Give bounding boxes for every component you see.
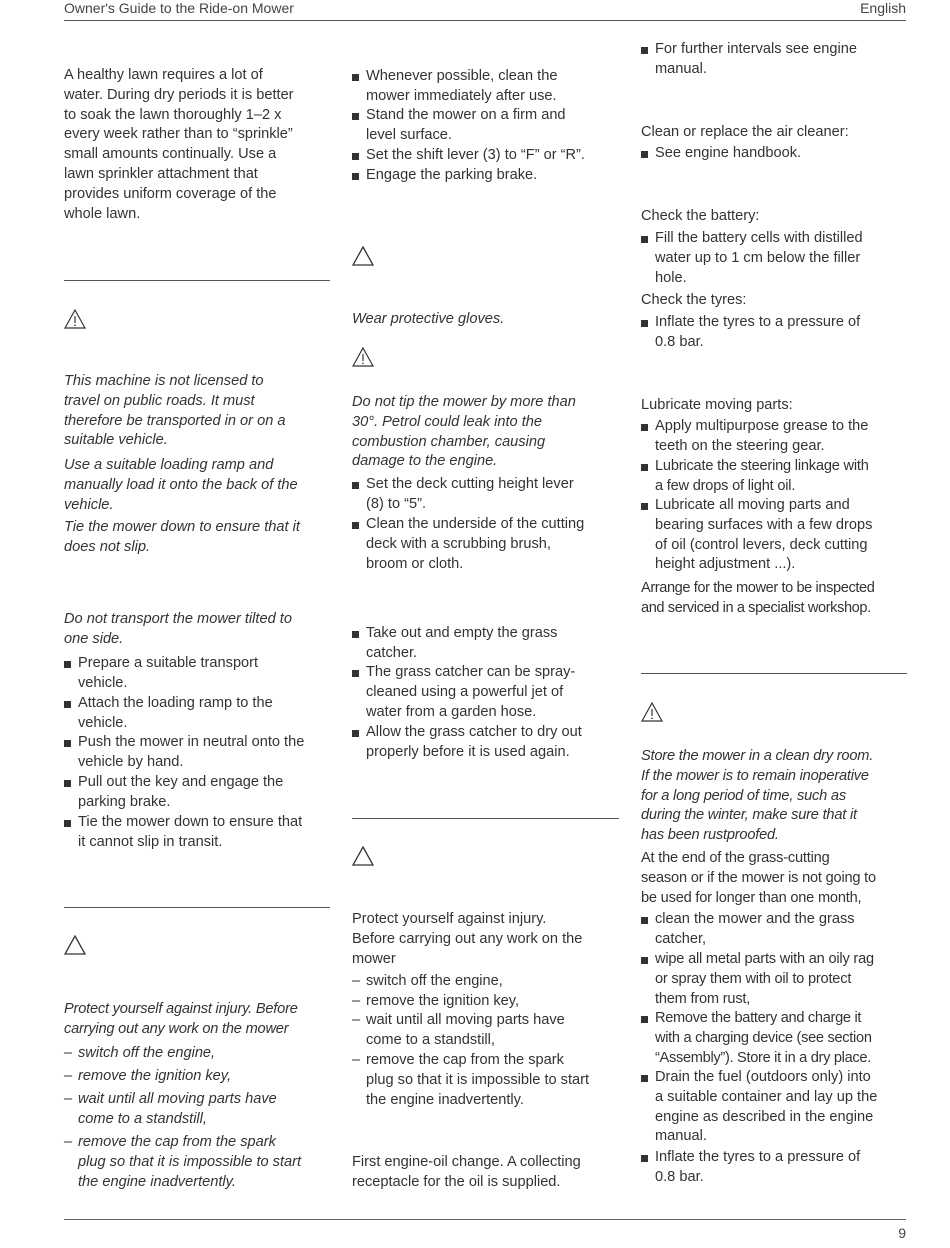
column-middle bbox=[352, 0, 619, 1200]
page-number: 9 bbox=[898, 1225, 906, 1241]
list-item: Apply multipurpose grease to the teeth on the steering gear. bbox=[641, 417, 907, 457]
air-cleaner-label: Clean or replace the air cleaner: bbox=[641, 124, 849, 140]
list-item: For further intervals see engine manual. bbox=[641, 40, 907, 80]
list-item: Push the mower in neutral onto the vehicle by hand. bbox=[64, 733, 330, 773]
lawn-paragraph: A healthy lawn requires a lot of water. During dry periods it is better to soak the lawn thoroughly 1–2 x every week rather than to “sprinkle” small amounts continually. Use a lawn sprinkler attachment that provides uniform coverage of the whole lawn. bbox=[64, 67, 294, 222]
list-item: Take out and empty the grass catcher. bbox=[352, 624, 619, 664]
list-item: – remove the ignition key, bbox=[64, 1067, 330, 1087]
section-divider bbox=[352, 818, 619, 819]
list-item: – wait until all moving parts have come to a standstill, bbox=[64, 1090, 330, 1130]
list-item: Pull out the key and engage the parking brake. bbox=[64, 773, 330, 813]
warning-loading-ramp: Use a suitable loading ramp and manually load it onto the back of the vehicle. bbox=[64, 457, 298, 513]
list-item: Lubricate all moving parts and bearing surfaces with a few drops of oil (control levers, deck cutting height adjustment ...). bbox=[641, 496, 907, 575]
column-right bbox=[641, 0, 907, 1200]
protect-text: Protect yourself against injury. Before carrying out any work on the mower bbox=[352, 911, 583, 967]
caution-icon bbox=[352, 846, 374, 866]
list-item: Fill the battery cells with distilled water up to 1 cm below the filler hole. bbox=[641, 229, 907, 288]
list-item: – switch off the engine, bbox=[64, 1044, 330, 1064]
column-left bbox=[64, 0, 330, 1200]
section-divider bbox=[641, 673, 907, 674]
warning-public-roads: This machine is not licensed to travel on public roads. It must therefore be transported in or on a suitable vehicle. bbox=[64, 373, 286, 449]
list-item: wipe all metal parts with an oily rag or spray them with oil to protect them from rust, bbox=[641, 950, 907, 1009]
section-divider bbox=[64, 907, 330, 908]
list-item: – wait until all moving parts have come to a standstill, bbox=[352, 1011, 619, 1051]
header-title: Owner's Guide to the Ride-on Mower bbox=[64, 0, 294, 16]
list-item: Attach the loading ramp to the vehicle. bbox=[64, 694, 330, 734]
list-item: Remove the battery and charge it with a charging device (see section “Assembly”). Store it in a dry place. bbox=[641, 1009, 907, 1068]
list-item: Drain the fuel (outdoors only) into a suitable container and lay up the engine as described in the engine manual. bbox=[641, 1068, 907, 1147]
list-item: Clean the underside of the cutting deck with a scrubbing brush, broom or cloth. bbox=[352, 515, 619, 574]
list-item: clean the mower and the grass catcher, bbox=[641, 910, 907, 950]
workshop-note: Arrange for the mower to be inspected and serviced in a specialist workshop. bbox=[641, 580, 875, 616]
tip-warning: Do not tip the mower by more than 30°. Petrol could leak into the combustion chamber, causing damage to the engine. bbox=[352, 394, 576, 470]
list-item: Stand the mower on a firm and level surface. bbox=[352, 106, 619, 146]
battery-label: Check the battery: bbox=[641, 208, 760, 224]
list-item: Whenever possible, clean the mower immediately after use. bbox=[352, 67, 619, 107]
list-item: – remove the cap from the spark plug so that it is impossible to start the engine inadvertently. bbox=[352, 1051, 619, 1110]
oil-change-note: First engine-oil change. A collecting receptacle for the oil is supplied. bbox=[352, 1154, 581, 1190]
season-text: At the end of the grass-cutting season or if the mower is not going to be used for longer than one month, bbox=[641, 850, 876, 906]
header-language: English bbox=[860, 0, 906, 16]
list-item: Inflate the tyres to a pressure of 0.8 bar. bbox=[641, 1148, 907, 1188]
list-item: The grass catcher can be spray- cleaned using a powerful jet of water from a garden hose. bbox=[352, 663, 619, 722]
tyres-label: Check the tyres: bbox=[641, 292, 747, 308]
caution-icon bbox=[352, 246, 374, 266]
list-item: See engine handbook. bbox=[641, 144, 907, 164]
list-item: – remove the cap from the spark plug so that it is impossible to start the engine inadvertently. bbox=[64, 1133, 330, 1192]
warning-icon bbox=[641, 702, 663, 722]
warning-tie-down: Tie the mower down to ensure that it does not slip. bbox=[64, 519, 300, 555]
warning-icon bbox=[352, 347, 374, 367]
list-item: Tie the mower down to ensure that it cannot slip in transit. bbox=[64, 813, 330, 853]
storage-warning: Store the mower in a clean dry room. If the mower is to remain inoperative for a long period of time, such as during the winter, make sure that it has been rustproofed. bbox=[641, 748, 874, 844]
caution-icon bbox=[64, 935, 86, 955]
transport-tilt-note: Do not transport the mower tilted to one side. bbox=[64, 611, 292, 647]
list-item: – switch off the engine, bbox=[352, 972, 619, 992]
list-item: Lubricate the steering linkage with a few drops of light oil. bbox=[641, 457, 907, 497]
lubricate-label: Lubricate moving parts: bbox=[641, 397, 793, 413]
list-item: Engage the parking brake. bbox=[352, 166, 619, 186]
list-item: Allow the grass catcher to dry out properly before it is used again. bbox=[352, 723, 619, 763]
section-divider bbox=[64, 280, 330, 281]
protect-italic: Protect yourself against injury. Before carrying out any work on the mower bbox=[64, 1001, 298, 1037]
warning-icon bbox=[64, 309, 86, 329]
gloves-note: Wear protective gloves. bbox=[352, 311, 505, 327]
footer-rule bbox=[64, 1219, 906, 1220]
list-item: – remove the ignition key, bbox=[352, 992, 619, 1012]
list-item: Set the deck cutting height lever (8) to “5”. bbox=[352, 475, 619, 515]
list-item: Set the shift lever (3) to “F” or “R”. bbox=[352, 146, 619, 166]
list-item: Prepare a suitable transport vehicle. bbox=[64, 654, 330, 694]
list-item: Inflate the tyres to a pressure of 0.8 bar. bbox=[641, 313, 907, 353]
